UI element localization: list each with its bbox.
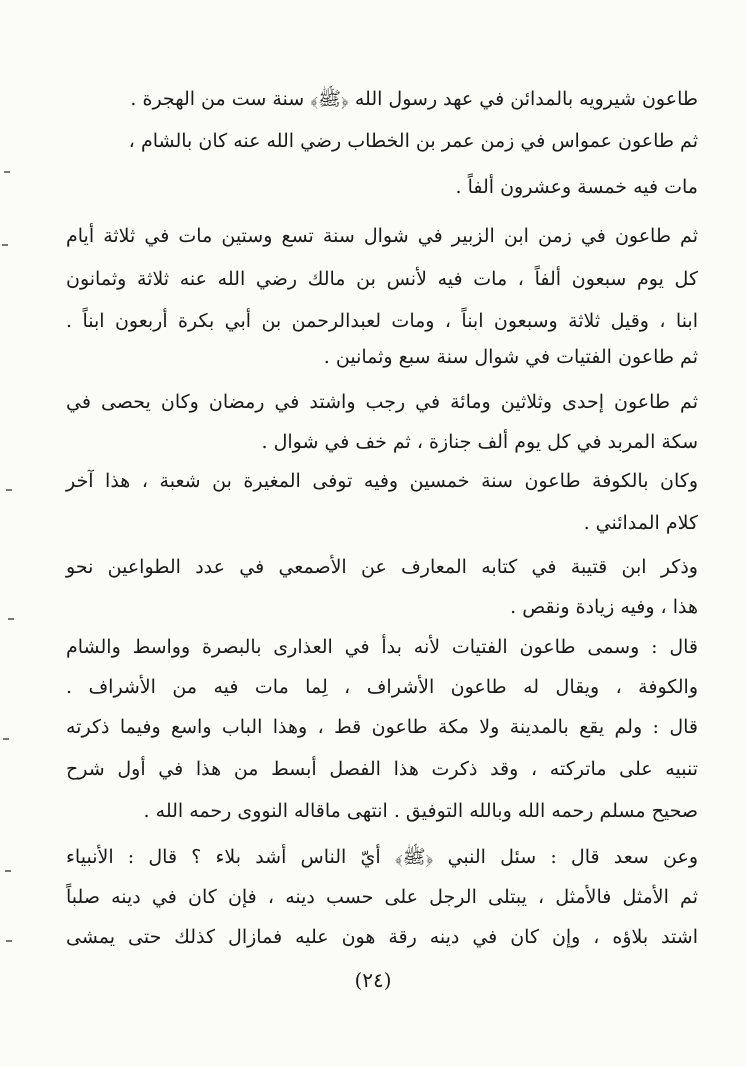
text-line: ثم طاعون الفتيات في شوال سنة سبع وثمانين . (323, 346, 698, 368)
margin-mark (3, 738, 9, 740)
text-line: سكة المربد في كل يوم ألف جنازة ، ثم خف في شوال . (261, 431, 698, 453)
text-line: ثم الأمثل فالأمثل ، يبتلى الرجل على حسب دينه ، فإن كان في دينه صلباً (66, 886, 698, 908)
text-line: وكان بالكوفة طاعون سنة خمسين وفيه توفى المغيرة بن شعبة ، هذا آخر (66, 470, 698, 492)
text-line: كلام المدائني . (583, 512, 698, 534)
page-number: (٢٤) (354, 968, 392, 992)
text-line: صحيح مسلم رحمه الله وبالله التوفيق . انتهى ماقاله النووى رحمه الله . (143, 800, 698, 822)
margin-mark (6, 940, 12, 942)
text-line: قال : وسمى طاعون الفتيات لأنه بدأ في العذارى بالبصرة وواسط والشام (66, 636, 698, 658)
text-line: والكوفة ، ويقال له طاعون الأشراف ، لِما مات فيه من الأشراف . (66, 676, 698, 698)
text-line: اشتد بلاؤه ، وإن كان في دينه رقة هون عليه فمازال كذلك حتى يمشى (66, 926, 698, 948)
text-line: ثم طاعون عمواس في زمن عمر بن الخطاب رضي الله عنه كان بالشام ، (128, 130, 698, 152)
text-line: مات فيه خمسة وعشرون ألفاً . (455, 176, 698, 198)
text-line: ابنا ، وقيل ثلاثة وسبعون ابناً ، ومات لعبدالرحمن بن أبي بكرة أربعون ابناً . (66, 310, 698, 332)
text-line: كل يوم سبعون ألفاً ، مات فيه لأنس بن مالك رضي الله عنه ثلاثة وثمانون (66, 268, 698, 290)
text-line: ثم طاعون في زمن ابن الزبير في شوال سنة تسع وستين مات في ثلاثة أيام (66, 225, 698, 247)
text-line: ثم طاعون إحدى وثلاثين ومائة في رجب واشتد في رمضان وكان يحصى في (66, 391, 698, 413)
text-line: تنبيه على ماتركته ، وقد ذكرت هذا الفصل أبسط من هذا في أول شرح (66, 758, 698, 780)
text-line: قال : ولم يقع بالمدينة ولا مكة طاعون قط ، وهذا الباب واسع وفيما ذكرته (66, 716, 698, 738)
text-line: وعن سعد قال : سئل النبي ﴿ﷺ﴾ أيّ الناس أشد بلاء ؟ قال : الأنبياء (66, 846, 698, 868)
text-line: وذكر ابن قتيبة في كتابه المعارف عن الأصمعي في عدد الطواعين نحو (66, 556, 698, 578)
margin-mark (6, 489, 12, 491)
margin-mark (4, 171, 10, 173)
margin-mark (2, 244, 8, 246)
text-line: هذا ، وفيه زيادة ونقص . (510, 596, 698, 618)
text-line: طاعون شيرويه بالمدائن في عهد رسول الله ﴿ﷺ﴾ سنة ست من الهجرة . (130, 88, 698, 110)
margin-mark (8, 618, 14, 620)
margin-mark (5, 870, 11, 872)
